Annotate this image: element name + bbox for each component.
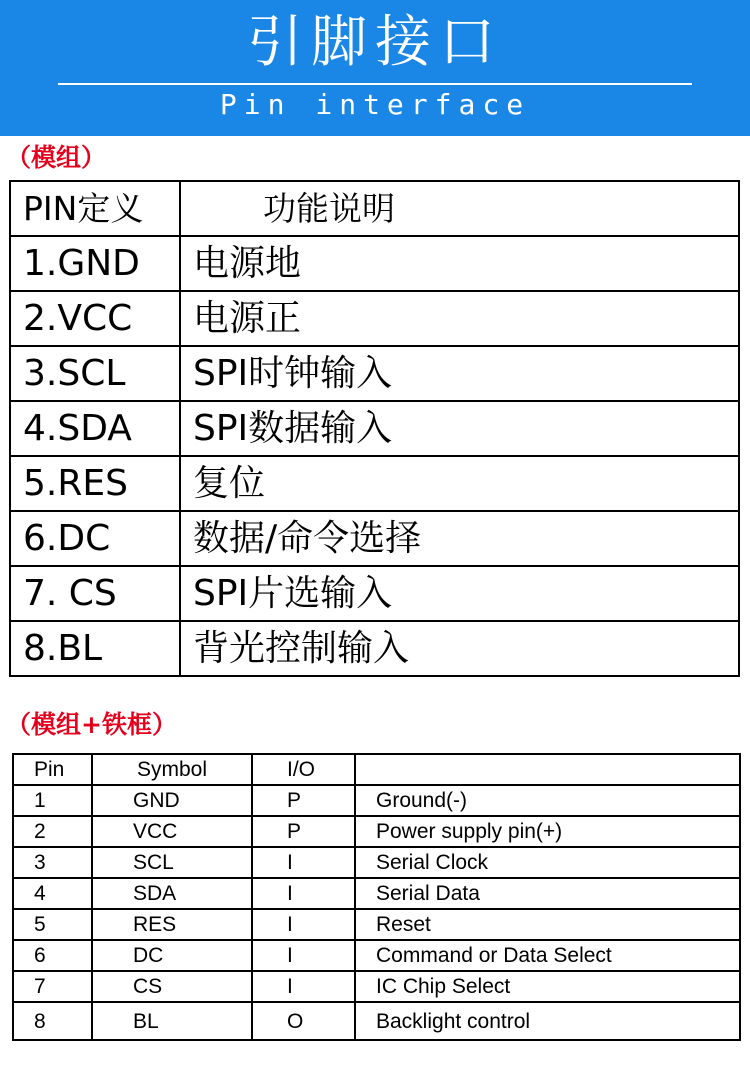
pin-cell: 5 <box>13 909 92 940</box>
frame-section-label: （模组+铁框） <box>6 710 177 739</box>
pin-cell: 4.SDA <box>10 401 180 456</box>
table-row <box>10 346 739 401</box>
table-row <box>13 816 740 847</box>
function-cell: SPI片选输入 <box>180 566 739 621</box>
description-cell: Command or Data Select <box>355 940 740 971</box>
description-cell: Serial Data <box>355 878 740 909</box>
io-cell: I <box>252 971 355 1002</box>
symbol-cell: GND <box>92 785 252 816</box>
symbol-cell: SDA <box>92 878 252 909</box>
symbol-cell: BL <box>92 1002 252 1040</box>
header-divider <box>58 83 692 85</box>
function-cell: 电源正 <box>180 291 739 346</box>
table-row <box>13 878 740 909</box>
table-row <box>10 291 739 346</box>
pin-cell: 7 <box>13 971 92 1002</box>
table-row <box>13 1002 740 1040</box>
page-subtitle: Pin interface <box>219 88 531 121</box>
description-cell: Ground(-) <box>355 785 740 816</box>
description-cell: Reset <box>355 909 740 940</box>
io-cell: I <box>252 847 355 878</box>
io-cell: P <box>252 785 355 816</box>
table-row <box>10 621 739 676</box>
table-row <box>10 401 739 456</box>
table-header-row <box>13 754 740 785</box>
description-cell: Backlight control <box>355 1002 740 1040</box>
table-row <box>10 236 739 291</box>
pin-cell: 7. CS <box>10 566 180 621</box>
io-cell: O <box>252 1002 355 1040</box>
pin-cell: 3 <box>13 847 92 878</box>
table-header-row <box>10 181 739 236</box>
symbol-cell: VCC <box>92 816 252 847</box>
function-cell: 电源地 <box>180 236 739 291</box>
description-cell: Power supply pin(+) <box>355 816 740 847</box>
symbol-cell: SCL <box>92 847 252 878</box>
column-header-description <box>355 754 740 785</box>
function-cell: 复位 <box>180 456 739 511</box>
pin-cell: 8 <box>13 1002 92 1040</box>
table-row <box>13 971 740 1002</box>
symbol-cell: CS <box>92 971 252 1002</box>
description-cell: Serial Clock <box>355 847 740 878</box>
function-cell: SPI时钟输入 <box>180 346 739 401</box>
pin-cell: 2 <box>13 816 92 847</box>
module-pin-table <box>9 180 740 677</box>
symbol-cell: DC <box>92 940 252 971</box>
pin-cell: 2.VCC <box>10 291 180 346</box>
pin-cell: 1.GND <box>10 236 180 291</box>
function-cell: 数据/命令选择 <box>180 511 739 566</box>
pin-cell: 6 <box>13 940 92 971</box>
module-section-label: （模组） <box>6 143 107 172</box>
header-banner <box>0 0 750 136</box>
table-row <box>10 566 739 621</box>
column-header-symbol: Symbol <box>92 754 252 785</box>
column-header-function: 功能说明 <box>180 181 739 236</box>
column-header-pin: PIN定义 <box>10 181 180 236</box>
io-cell: I <box>252 878 355 909</box>
io-cell: I <box>252 940 355 971</box>
table-row <box>10 511 739 566</box>
table-row <box>13 785 740 816</box>
column-header-io: I/O <box>252 754 355 785</box>
pin-cell: 8.BL <box>10 621 180 676</box>
table-row <box>10 456 739 511</box>
page-title: 引脚接口 <box>247 10 503 75</box>
frame-pin-table <box>12 753 741 1041</box>
description-cell: IC Chip Select <box>355 971 740 1002</box>
pin-cell: 3.SCL <box>10 346 180 401</box>
table-row <box>13 940 740 971</box>
pin-cell: 1 <box>13 785 92 816</box>
symbol-cell: RES <box>92 909 252 940</box>
function-cell: SPI数据输入 <box>180 401 739 456</box>
pin-cell: 4 <box>13 878 92 909</box>
pin-cell: 6.DC <box>10 511 180 566</box>
table-row <box>13 909 740 940</box>
pin-cell: 5.RES <box>10 456 180 511</box>
io-cell: P <box>252 816 355 847</box>
column-header-pin: Pin <box>13 754 92 785</box>
io-cell: I <box>252 909 355 940</box>
table-row <box>13 847 740 878</box>
function-cell: 背光控制输入 <box>180 621 739 676</box>
